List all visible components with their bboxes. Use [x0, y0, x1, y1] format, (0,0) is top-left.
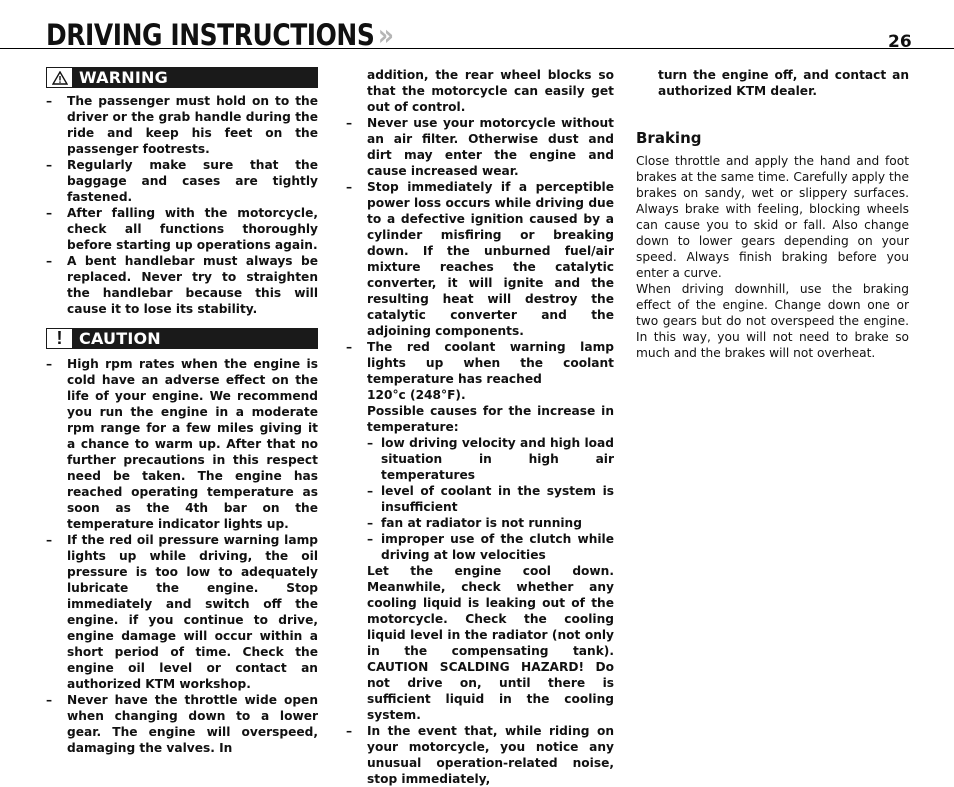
cool-down-text: Let the engine cool down. Meanwhile, check whether any cooling liquid is leaking out of the motorcycle. Check the cooling liquid level in the radiator (not only in the compensating tank). CAUTION SCALDING HAZARD! Do not drive on, until there is sufficient liquid in the cooling system.: [367, 564, 614, 722]
warning-label: WARNING: [79, 68, 168, 87]
caution-banner: [46, 328, 318, 349]
list-item: – In the event that, while riding on your motorcycle, you notice any unusual operation-related noise, stop immediately,: [346, 724, 614, 786]
warning-triangle-icon: [46, 67, 73, 88]
exclamation-icon: !: [46, 328, 73, 349]
list-item: – High rpm rates when the engine is cold have an adverse effect on the life of your engine. We recommend you run the engine in a moderate rpm range for a few miles giving it a chance to warm up. After that no further precautions in this respect need be taken. The engine has reached operating temperature as soon as the 4th bar on the temperature indicator lights up.: [46, 357, 318, 531]
list-item: – Never use your motorcycle without an air filter. Otherwise dust and dirt may enter the engine and cause increased wear.: [346, 116, 614, 178]
list-item: – If the red oil pressure warning lamp lights up while driving, the oil pressure is too low to adequately lubricate the engine. Stop immediately and switch off the engine. if you continue to drive, engine damage will occur within a short period of time. Check the engine oil level or contact an authorized KTM workshop.: [46, 533, 318, 691]
braking-paragraph-1: Close throttle and apply the hand and foot brakes at the same time. Carefully apply the brakes on sandy, wet or slippery surfaces. Always brake with feeling, blocking wheels can cause you to skid or fall. Also change down to lower gears depending on your speed. Always finish braking before you enter a curve.: [636, 154, 909, 280]
list-item-continued: addition, the rear wheel blocks so that the motorcycle can easily get out of control.: [367, 68, 614, 114]
list-item: – Regularly make sure that the baggage and cases are tightly fastened.: [46, 158, 318, 204]
list-item: – The passenger must hold on to the driver or the grab handle during the ride and keep his feet on the passenger footrests.: [46, 94, 318, 156]
sub-list-item: – improper use of the clutch while driving at low velocities: [367, 532, 614, 562]
coolant-temperature: 120°c (248°F).: [367, 388, 466, 402]
sub-list-item: – fan at radiator is not running: [367, 516, 582, 530]
chevron-icon: »: [377, 18, 394, 52]
page-title-text: DRIVING INSTRUCTIONS: [46, 18, 375, 52]
list-item: – Never have the throttle wide open when changing down to a lower gear. The engine will overspeed, damaging the valves. In: [46, 693, 318, 755]
page-number: 26: [888, 32, 912, 52]
column-3: [636, 67, 909, 361]
list-item-continued: turn the engine off, and contact an authorized KTM dealer.: [658, 68, 909, 98]
page-header: [0, 0, 954, 52]
caution-label: CAUTION: [79, 329, 161, 348]
causes-intro: Possible causes for the increase in temperature:: [367, 404, 614, 434]
column-2: [346, 67, 614, 787]
column-1: [46, 67, 318, 756]
coolant-lead: The red coolant warning lamp lights up when the coolant temperature has reached: [367, 340, 614, 386]
braking-paragraph-2: When driving downhill, use the braking effect of the engine. Change down one or two gears but do not overspeed the engine. In this way, you will not need to brake so much and the brakes will not overheat.: [636, 282, 909, 360]
sub-list-item: – low driving velocity and high load situation in high air temperatures: [367, 436, 614, 482]
list-item: – Stop immediately if a perceptible power loss occurs while driving due to a defective ignition caused by a cylinder misfiring or breaking down. If the unburned fuel/air mixture reaches the catalytic converter, it will ignite and the resulting heat will destroy the catalytic converter and the adjoining components.: [346, 180, 614, 338]
page-title: [46, 18, 394, 52]
warning-banner: [46, 67, 318, 88]
list-item: – After falling with the motorcycle, check all functions thoroughly before starting up operations again.: [46, 206, 318, 252]
list-item: – The red coolant warning lamp lights up when the coolant temperature has reached 120°c (248°F). Possible causes for the increase in temperature: – low driving velocity and high load situation in high air temperatures – level of coolant in the system is insufficient – fan at radiator is not running – improper use of the clutch while driving at low velocities Let the engine cool down. Meanwhile, check whether any cooling liquid is leaking out of the motorcycle. Check the cooling liquid level in the radiator (not only in the compensating tank). CAUTION SCALDING HAZARD! Do not drive on, until there is sufficient liquid in the cooling system.: [346, 340, 614, 722]
list-item: – A bent handlebar must always be replaced. Never try to straighten the handlebar because this will cause it to lose its stability.: [46, 254, 318, 316]
braking-heading: Braking: [636, 129, 702, 147]
sub-list-item: – level of coolant in the system is insufficient: [367, 484, 614, 514]
